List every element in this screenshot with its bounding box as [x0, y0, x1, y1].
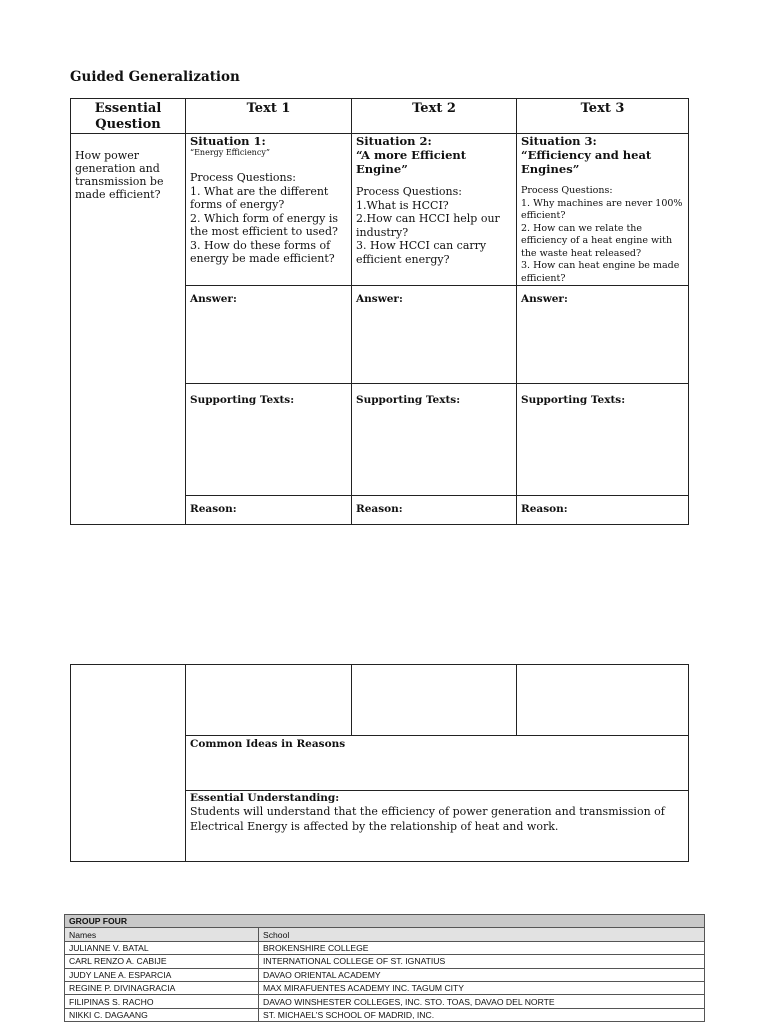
situation-2-pq-label: Process Questions: — [356, 185, 462, 198]
member-school: INTERNATIONAL COLLEGE OF ST. IGNATIUS — [259, 955, 705, 968]
essential-understanding-text: Students will understand that the efficiency of power generation and transmission of Electrical Energy is affected by the relationship of heat and work. — [190, 805, 665, 833]
member-name: JUDY LANE A. ESPARCIA — [65, 968, 259, 981]
member-school: MAX MIRAFUENTES ACADEMY INC. TAGUM CITY — [259, 981, 705, 994]
table-row — [65, 941, 705, 954]
header-text-3: Text 3 — [517, 99, 689, 134]
situation-3-pq-label: Process Questions: — [521, 185, 613, 196]
school-column-header: School — [259, 928, 705, 941]
member-name: CARL RENZO A. CABIJE — [65, 955, 259, 968]
lower-text-2-cell — [352, 665, 517, 736]
lower-text-1-cell — [186, 665, 352, 736]
header-text-1: Text 1 — [186, 99, 352, 134]
situation-3-title: Situation 3: — [521, 134, 597, 148]
essential-question-text: How power generation and transmission be made efficient? — [71, 134, 186, 525]
situation-2-cell — [352, 134, 517, 286]
member-name: JULIANNE V. BATAL — [65, 941, 259, 954]
situation-3-question-2: 2. How can we relate the efficiency of a heat engine with the waste heat released? — [521, 222, 673, 259]
guided-generalization-table — [70, 98, 689, 525]
situation-1-question-2: 2. Which form of energy is the most efficient to used? — [190, 211, 338, 238]
situation-2-title: Situation 2: — [356, 134, 432, 148]
situation-2-question-2: 2.How can HCCI help our industry? — [356, 212, 500, 239]
situation-3-question-3: 3. How can heat engine be made efficient? — [521, 260, 680, 284]
member-school: DAVAO WINSHESTER COLLEGES, INC. STO. TOAS, DAVAO DEL NORTE — [259, 995, 705, 1008]
supporting-texts-label-1: Supporting Texts: — [190, 394, 295, 406]
table-row — [65, 995, 705, 1008]
situation-1-subtitle: “Energy Efficiency” — [190, 148, 270, 157]
common-ideas-cell — [186, 736, 689, 791]
essential-understanding-label: Essential Understanding: — [190, 792, 340, 804]
situation-1-cell — [186, 134, 352, 286]
situation-1-title: Situation 1: — [190, 134, 266, 148]
situation-2-question-1: 1.What is HCCI? — [356, 198, 449, 212]
situation-2-question-3: 3. How HCCI can carry efficient energy? — [356, 239, 487, 266]
supporting-texts-label-3: Supporting Texts: — [521, 394, 626, 406]
member-school: ST. MICHAEL’S SCHOOL OF MADRID, INC. — [259, 1008, 705, 1021]
reason-label-2: Reason: — [356, 503, 403, 515]
header-essential-question: Essential Question — [71, 99, 186, 134]
member-name: NIKKI C. DAGAANG — [65, 1008, 259, 1021]
answer-label-1: Answer: — [190, 293, 237, 305]
names-column-header: Names — [65, 928, 259, 941]
situation-1-question-3: 3. How do these forms of energy be made efficient? — [190, 238, 335, 265]
lower-empty-cell — [71, 665, 186, 862]
table-row — [65, 968, 705, 981]
table-row — [65, 981, 705, 994]
lower-summary-table — [70, 664, 689, 862]
situation-1-pq-label: Process Questions: — [190, 171, 296, 184]
answer-label-3: Answer: — [521, 293, 568, 305]
lower-text-3-cell — [517, 665, 689, 736]
header-text-2: Text 2 — [352, 99, 517, 134]
situation-3-question-1: 1. Why machines are never 100% efficient? — [521, 197, 683, 221]
page-title: Guided Generalization — [70, 69, 240, 85]
supporting-texts-label-2: Supporting Texts: — [356, 394, 461, 406]
situation-2-subtitle: “A more Efficient Engine” — [356, 148, 467, 176]
essential-understanding-cell — [186, 791, 689, 862]
member-name: FILIPINAS S. RACHO — [65, 995, 259, 1008]
answer-label-2: Answer: — [356, 293, 403, 305]
situation-3-subtitle: “Efficiency and heat Engines” — [521, 148, 652, 176]
table-row — [65, 1008, 705, 1021]
situation-3-cell — [517, 134, 689, 286]
reason-label-1: Reason: — [190, 503, 237, 515]
group-title: GROUP FOUR — [65, 915, 705, 928]
common-ideas-label: Common Ideas in Reasons — [190, 738, 346, 750]
member-school: DAVAO ORIENTAL ACADEMY — [259, 968, 705, 981]
situation-1-question-1: 1. What are the different forms of energy? — [190, 184, 329, 211]
member-name: REGINE P. DIVINAGRACIA — [65, 981, 259, 994]
group-members-table — [64, 914, 705, 1022]
table-row — [65, 955, 705, 968]
reason-label-3: Reason: — [521, 503, 568, 515]
member-school: BROKENSHIRE COLLEGE — [259, 941, 705, 954]
